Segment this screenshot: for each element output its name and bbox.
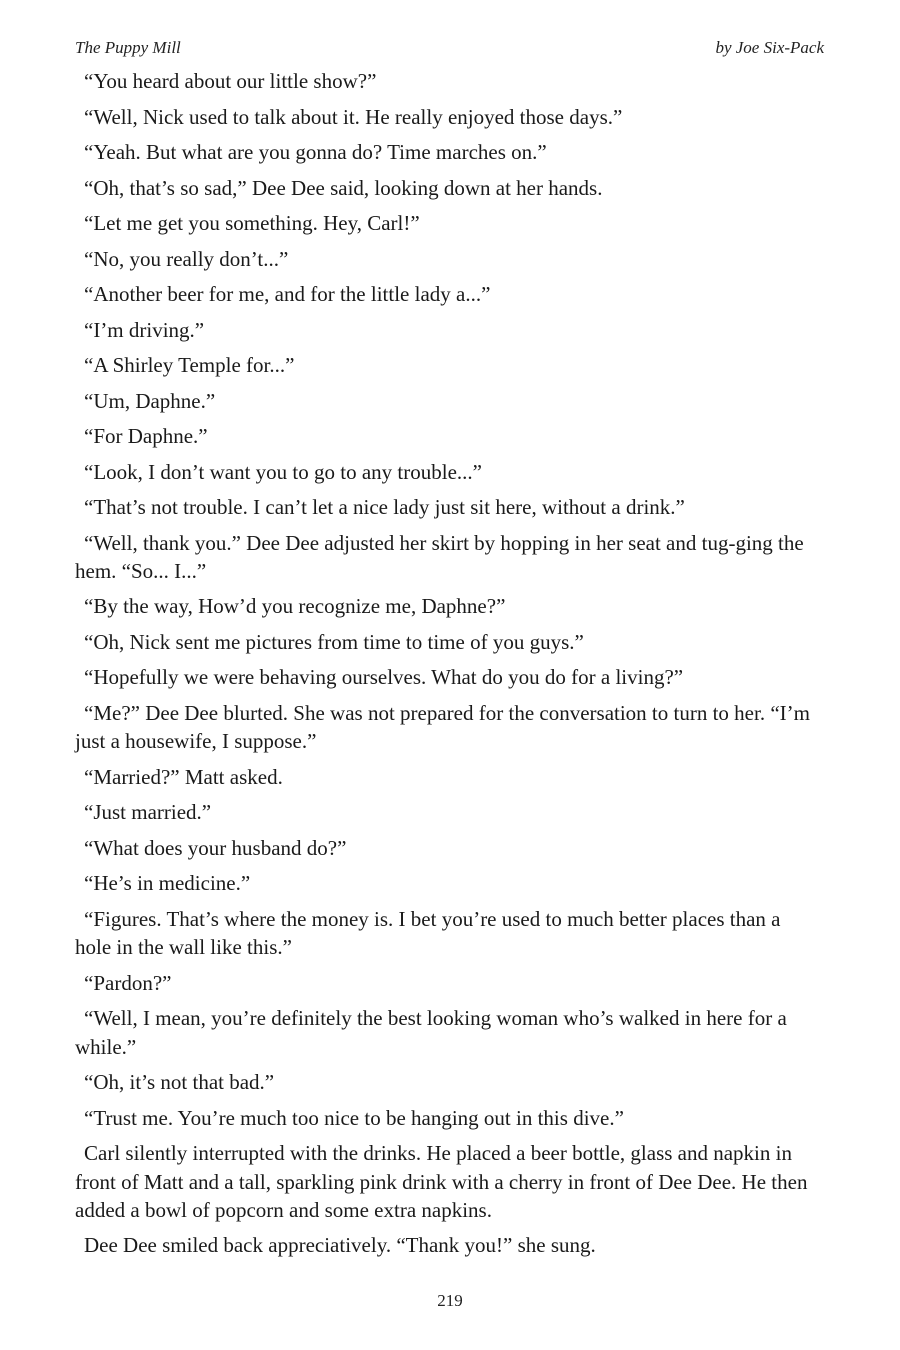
- paragraph: “Hopefully we were behaving ourselves. What do you do for a living?”: [84, 665, 684, 690]
- paragraph: “Oh, that’s so sad,” Dee Dee said, looking down at her hands.: [84, 175, 603, 200]
- paragraph: Dee Dee smiled back appreciatively. “Thank you!” she sung.: [84, 1233, 596, 1258]
- book-title: The Puppy Mill: [75, 38, 181, 57]
- paragraph: “Figures. That’s where the money is. I bet you’re used to much better places than a hole in the wall like this.”: [75, 906, 781, 960]
- paragraph: “Um, Daphne.”: [84, 388, 216, 413]
- paragraph: “That’s not trouble. I can’t let a nice lady just sit here, without a drink.”: [84, 495, 685, 519]
- paragraph: “Pardon?”: [84, 970, 172, 995]
- paragraph: “Another beer for me, and for the little lady a...”: [84, 282, 491, 306]
- paragraph: “By the way, How’d you recognize me, Daphne?”: [84, 594, 506, 619]
- paragraph: “Let me get you something. Hey, Carl!”: [84, 211, 420, 235]
- paragraph: “Married?” Matt asked.: [84, 764, 283, 789]
- running-header: [75, 37, 824, 59]
- paragraph: “What does your husband do?”: [84, 835, 347, 860]
- paragraph: “No, you really don’t...”: [84, 246, 289, 271]
- author-name: by Joe Six-Pack: [715, 38, 824, 57]
- paragraph: “Look, I don’t want you to go to any trouble...”: [84, 459, 482, 484]
- paragraph: “You heard about our little show?”: [84, 69, 377, 93]
- body-text: [75, 67, 821, 1267]
- paragraph: “A Shirley Temple for...”: [84, 353, 295, 377]
- paragraph: “Oh, it’s not that bad.”: [84, 1070, 275, 1095]
- paragraph: “For Daphne.”: [84, 424, 208, 448]
- paragraph: “Just married.”: [84, 800, 212, 825]
- paragraph: “He’s in medicine.”: [84, 871, 251, 896]
- paragraph: “Well, thank you.” Dee Dee adjusted her skirt by hopping in her seat and tug-ging the hem. “So... I...”: [75, 530, 804, 583]
- paragraph: “Well, I mean, you’re definitely the best looking woman who’s walked in here for a while.”: [75, 1006, 787, 1059]
- paragraph: Carl silently interrupted with the drinks. He placed a beer bottle, glass and napkin in front of Matt and a tall, sparkling pink drink with a cherry in front of Dee Dee. He then added a bowl of popcorn and some extra napkins.: [75, 1141, 808, 1222]
- paragraph: “Oh, Nick sent me pictures from time to time of you guys.”: [84, 629, 584, 654]
- paragraph: “Yeah. But what are you gonna do? Time marches on.”: [84, 140, 547, 164]
- paragraph: “Me?” Dee Dee blurted. She was not prepared for the conversation to turn to her. “I’m just a housewife, I suppose.”: [75, 700, 810, 754]
- paragraph: “Well, Nick used to talk about it. He really enjoyed those days.”: [84, 104, 623, 129]
- paragraph: “Trust me. You’re much too nice to be hanging out in this dive.”: [84, 1105, 624, 1130]
- page-number: 219: [437, 1291, 463, 1310]
- paragraph: “I’m driving.”: [84, 317, 205, 342]
